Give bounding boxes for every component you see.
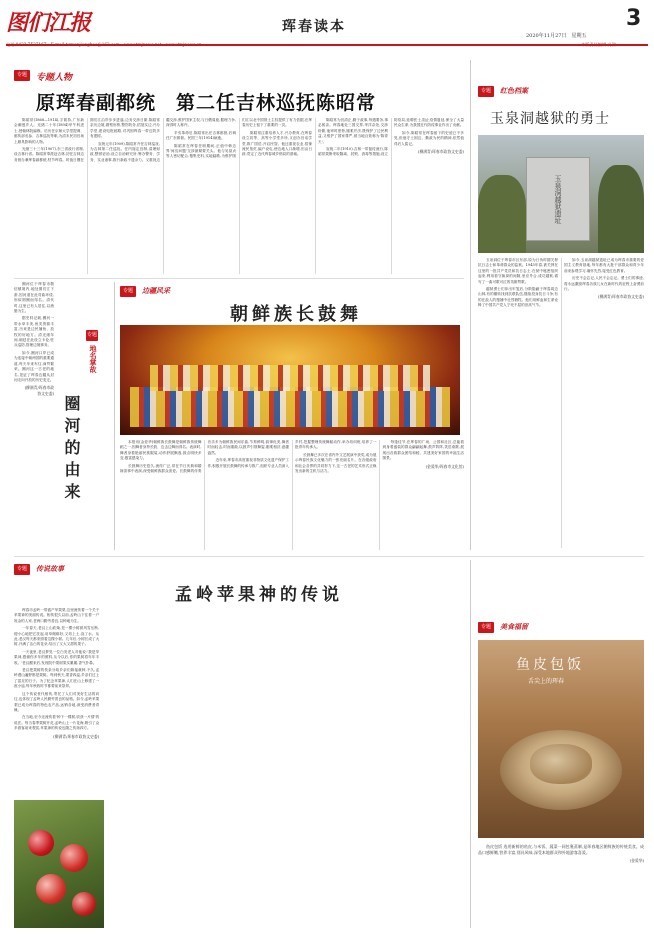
tree-shape [478, 175, 526, 253]
apple-shape [36, 874, 66, 904]
headline: 原珲春副都统 第二任吉林巡抚陈昭常 [36, 92, 377, 114]
photo-caption: 鱼皮包饭 选用新鲜的鱼皮,与米饭、蔬菜一同包裹蒸制,是珲春地区朝鲜族的传统美食。成品口感鲜嫩,营养丰富,别具风味,深受本地群众和外地游客喜爱。 (金爱华) [478, 844, 644, 863]
dance-photo [120, 325, 460, 435]
publication-date: 2020年11月27日 星期五 [526, 33, 587, 39]
article-body: 圈河位于珲春市敬信镇境内,地处图们江下游,因河道在此弯曲环绕,形似圆圈而得名。清代时,这里已有人居住,以渔猎为生。 据史料记载,圈河一带水草丰美,鱼类资源丰富,历来是边民捕鱼、放牧的好地方。清光绪年间,朝廷在此设立卡伦,驻兵巡防,管理边境事务。 如今,圈河口岸已成为连接中朝两国的重要通道,每天车来车往,商贸繁荣。圈河这一古老的地名,见证了珲春边疆从封闭走向开放的历史变迁。 (柳满青/珲春市政协文史委) [14, 282, 54, 396]
dancer-row [130, 387, 450, 427]
column-name: 红色档案 [500, 87, 528, 95]
column-tag: 专题 [120, 286, 136, 297]
byline: (柳满青/珲春市政协文史委) [597, 294, 644, 300]
monument-inscription: 玉泉洞越狱遗址 [554, 174, 562, 224]
memorial-photo [478, 135, 644, 253]
article-body: 珲春市孟岭一带盛产苹果梨,这里流传着一个关于苹果神的美丽传说。相传很久以前,孟岭山下住着一户姓金的人家,老两口勤劳善良,以种地为生。 一年春天,老汉上山砍柴,见一棵小树被风雪压断,便小心地把它扶起,用草绳绑好,又培上土,浇了水。从此,老汉每天都来照看这棵小树。几年后,小树长成了大树,开满了洁白的花朵,结出了又大又甜的果子。 一天夜里,老汉梦见一位白发老人对他说:'我是苹果神,感谢你多年的照料,从今以后,你的果树将年年丰收。'老汉醒来后,发现院中果树果实累累,香气扑鼻。 老汉把果树的枝条分给乡亲们嫁接栽种,不久,孟岭漫山遍野都是果树。每到秋天,果香四溢,乡亲们过上了富足的日子。为了纪念苹果神,人们在山上修建了一座小庙,每年秋收时节都要前来祭拜。 这个传说世代相传,寄托了人们对美好生活的向往,也体现了孟岭人民勤劳善良的品格。如今,孟岭苹果梨已成为珲春的特色农产品,远销各地,深受消费者青睐。 在当地,至今还流传着'种下一棵树,收获一片情'的说法。每当春季果树开花,孟岭山上一片花海,吸引了众多游客前来观赏,苹果神的传说也随之传扬四方。 (柳满青/珲春市政协文史委) [14, 608, 100, 739]
column-name: 传说故事 [36, 565, 64, 573]
byline: (金爱华) [629, 858, 644, 863]
column-tag: 专题 [86, 330, 98, 341]
masthead-rule [6, 44, 648, 46]
column-tag: 专题 [478, 622, 494, 633]
column-name: 美食福留 [500, 623, 528, 631]
section-rule [14, 278, 464, 279]
column-divider [470, 560, 471, 928]
column-name: 地名掌故 [89, 345, 97, 373]
byline: (柳满青/珲春市政协文史委) [24, 385, 54, 396]
tree-shape [598, 165, 644, 253]
article-body: 玉泉洞位于珲春市区东部,原为日伪时期关押抗日志士和革命群众的监狱。1945年春,被关押在这里的一批共产党员和抗日志士,在狱中秘密组织起来,利用看守换岗的间隙,里应外合,成功越狱,谱写了一曲可歌可泣的英雄赞歌。 越狱勇士们冲出牢笼后,分散隐蔽于珲春周边山林,有的辗转找到抗联队伍,继续投身抗日斗争;有的在敌人的搜捕中壮烈牺牲。他们用鲜血和生命诠释了中国共产党人宁死不屈的崇高气节。 如今,玉泉洞越狱遗址已成为珲春市重要的爱国主义教育基地,每年都有大批干部群众和青少年前来参观学习,缅怀先烈,接受红色教育。 历史不会忘记,人民不会忘记。勇士们的事迹,将永远激励珲春各族儿女在新时代的征程上奋勇前行。 (柳满青/珲春市政协文史委) [478, 258, 644, 308]
newspaper-logo: 图们江报 [6, 10, 91, 36]
headline: 朝鲜族长鼓舞 [230, 304, 362, 325]
headline: 玉泉洞越狱的勇士 [490, 111, 610, 127]
apple-shape [60, 844, 88, 872]
section-title: 珲春读本 [282, 19, 346, 35]
column-divider [470, 60, 471, 550]
byline: (柳满青/珲春市政协文史委) [417, 149, 464, 155]
page-number: 3 [626, 6, 642, 31]
masthead [6, 6, 648, 48]
dancer-row [150, 365, 430, 391]
column-name: 专题人物 [36, 73, 73, 83]
apple-shape [72, 892, 96, 916]
section-rule [14, 556, 644, 557]
article-body: 本报讯(金爱华)朝鲜族长鼓舞是朝鲜族传统舞蹈之一,因舞者身挎长鼓、边击边舞而得名。表演时,舞者身着艳丽民族服装,动作舒展飘逸,鼓点明快多变,极富感染力。 长鼓舞历史悠久,流传广泛,常在节日庆典和婚嫁喜事中表演,深受朝鲜族群众喜爱。长鼓舞的伴奏音乐多为朝鲜族民间乐曲,节奏鲜明,韵律优美,舞者时而轻击,时而重敲,以鼓声引领舞姿,刚柔相济,意趣盎然。 近年来,珲春市高度重视非物质文化遗产保护工作,积极开展长鼓舞的传承与推广,组织专业人员深入乡村,挖掘整理传统舞蹈动作,举办培训班,培养了一批青年传承人。 长鼓舞已多次在省内外文艺展演中获奖,成为展示珲春民族文化魅力的一张亮丽名片。在各级政府和社会各界的共同努力下,这一古老的艺术形式正焕发出新的生机与活力。 每逢佳节,在珲春的广场、公园和社区,总能看到身着盛装的群众翩翩起舞,鼓声阵阵,笑语欢歌,展现出各族群众团结和睦、共建美好家园的幸福生活图景。 (金爱华/珲春市文化馆) [120, 440, 464, 474]
apple-shape [28, 830, 54, 856]
photo-subtitle: 舌尖上的珲春 [528, 678, 565, 685]
byline: (金爱华/珲春市文化馆) [425, 463, 464, 469]
column-tag: 专题 [14, 564, 30, 575]
headline: 孟岭苹果神的传说 [175, 585, 343, 605]
column-tag: 专题 [478, 86, 494, 97]
column-name: 边疆风采 [142, 287, 170, 295]
food-photo [478, 640, 644, 838]
column-tag: 专题 [14, 70, 30, 81]
stone-monument [526, 157, 590, 241]
column-divider [114, 282, 115, 550]
photo-caption: 本报讯(金爱华)朝鲜族长鼓舞是朝鲜族传统舞蹈之一,因舞者身挎长鼓、边击边舞而得名。表演时,舞者身着艳丽民族服装,动作舒展飘逸,鼓点明快多变,极富感染力。 [120, 440, 202, 461]
headline: 圈河的由来 [62, 395, 81, 505]
photo-title: 鱼皮包饭 [516, 657, 584, 673]
article-body: 陈昭常(1868—1914),字简持,广东新会潮莲乡人。光绪二十年(1894)甲午科进士,授翰林院编修。后历任京师大学堂提调、邮传部丞参、吉林巡抚等职,为清末民初官场上颇具影响的人物。 光绪三十三年(1907),东三省改行省制,设吉林行省。陈昭常奉派赴吉林,初任吉林边务督办兼珲春副都统,驻节珲春。时值日俄在图们江沿岸步步进逼,边务交涉日繁,陈昭常亲历边境,勘察形势,整饬防务,招垦实边,兴办学堂,建设电报邮路,对巩固珲春一带边防多有建树。 宣统元年(1909),陈昭常升任吉林巡抚,为吉林第二任巡抚。任内厘定官制,清理财政,整顿吏治,设立自治研究所,筹办警务、学务、实业诸事,推行新政不遗余力。又重视边疆交涉,维护国家主权,与日俄周旋,据理力争,深得时人称许。 辛亥革命后,陈昭常出任吉林都督,后调任广东都督。民国三年(1914)病逝。 陈昭常在珲春任职期间,正值中韩边界'间岛问题'交涉最紧要关头。他与吴禄贞等人密切配合,搜集史料,实地踏勘,为维护图们江以北中国领土主权提供了有力依据,在珲春历史上留下了重要的一页。 陈昭常注重培养人才,兴办教育,在珲春设立初等、高等小学堂多所,又创办官话学堂,推广国语,开启民智。他还重视农业,招徕流民垦荒,编户设屯,使边地人口渐增,田亩日辟,奠定了近代珲春城乡格局的基础。 陈昭常为官清正,勤于政事,每遇要务,事必躬亲。珲春地处三国交界,华洋杂处,交涉纷繁,他审时度势,刚柔并济,既保护了边民利益,又维护了国家尊严,被当地百姓称为'陈青天'。 宣统二年(1910),吉林一带鼠疫流行,陈昭常果断采取隔离、封锁、消毒等措施,设立防疫局,延聘医士,阻止疫情蔓延,保全了大量民众生命,为我国近代防疫事业作出了贡献。 如今,陈昭常在珲春留下的史迹已不多见,但他守土固边、勤政为民的精神,依然值得后人铭记。 (柳满青/珲春市政协文史委) [14, 118, 464, 162]
apple-photo [14, 800, 104, 928]
byline: (柳满青/珲春市政协文史委) [53, 733, 100, 739]
food-shape [530, 744, 592, 784]
